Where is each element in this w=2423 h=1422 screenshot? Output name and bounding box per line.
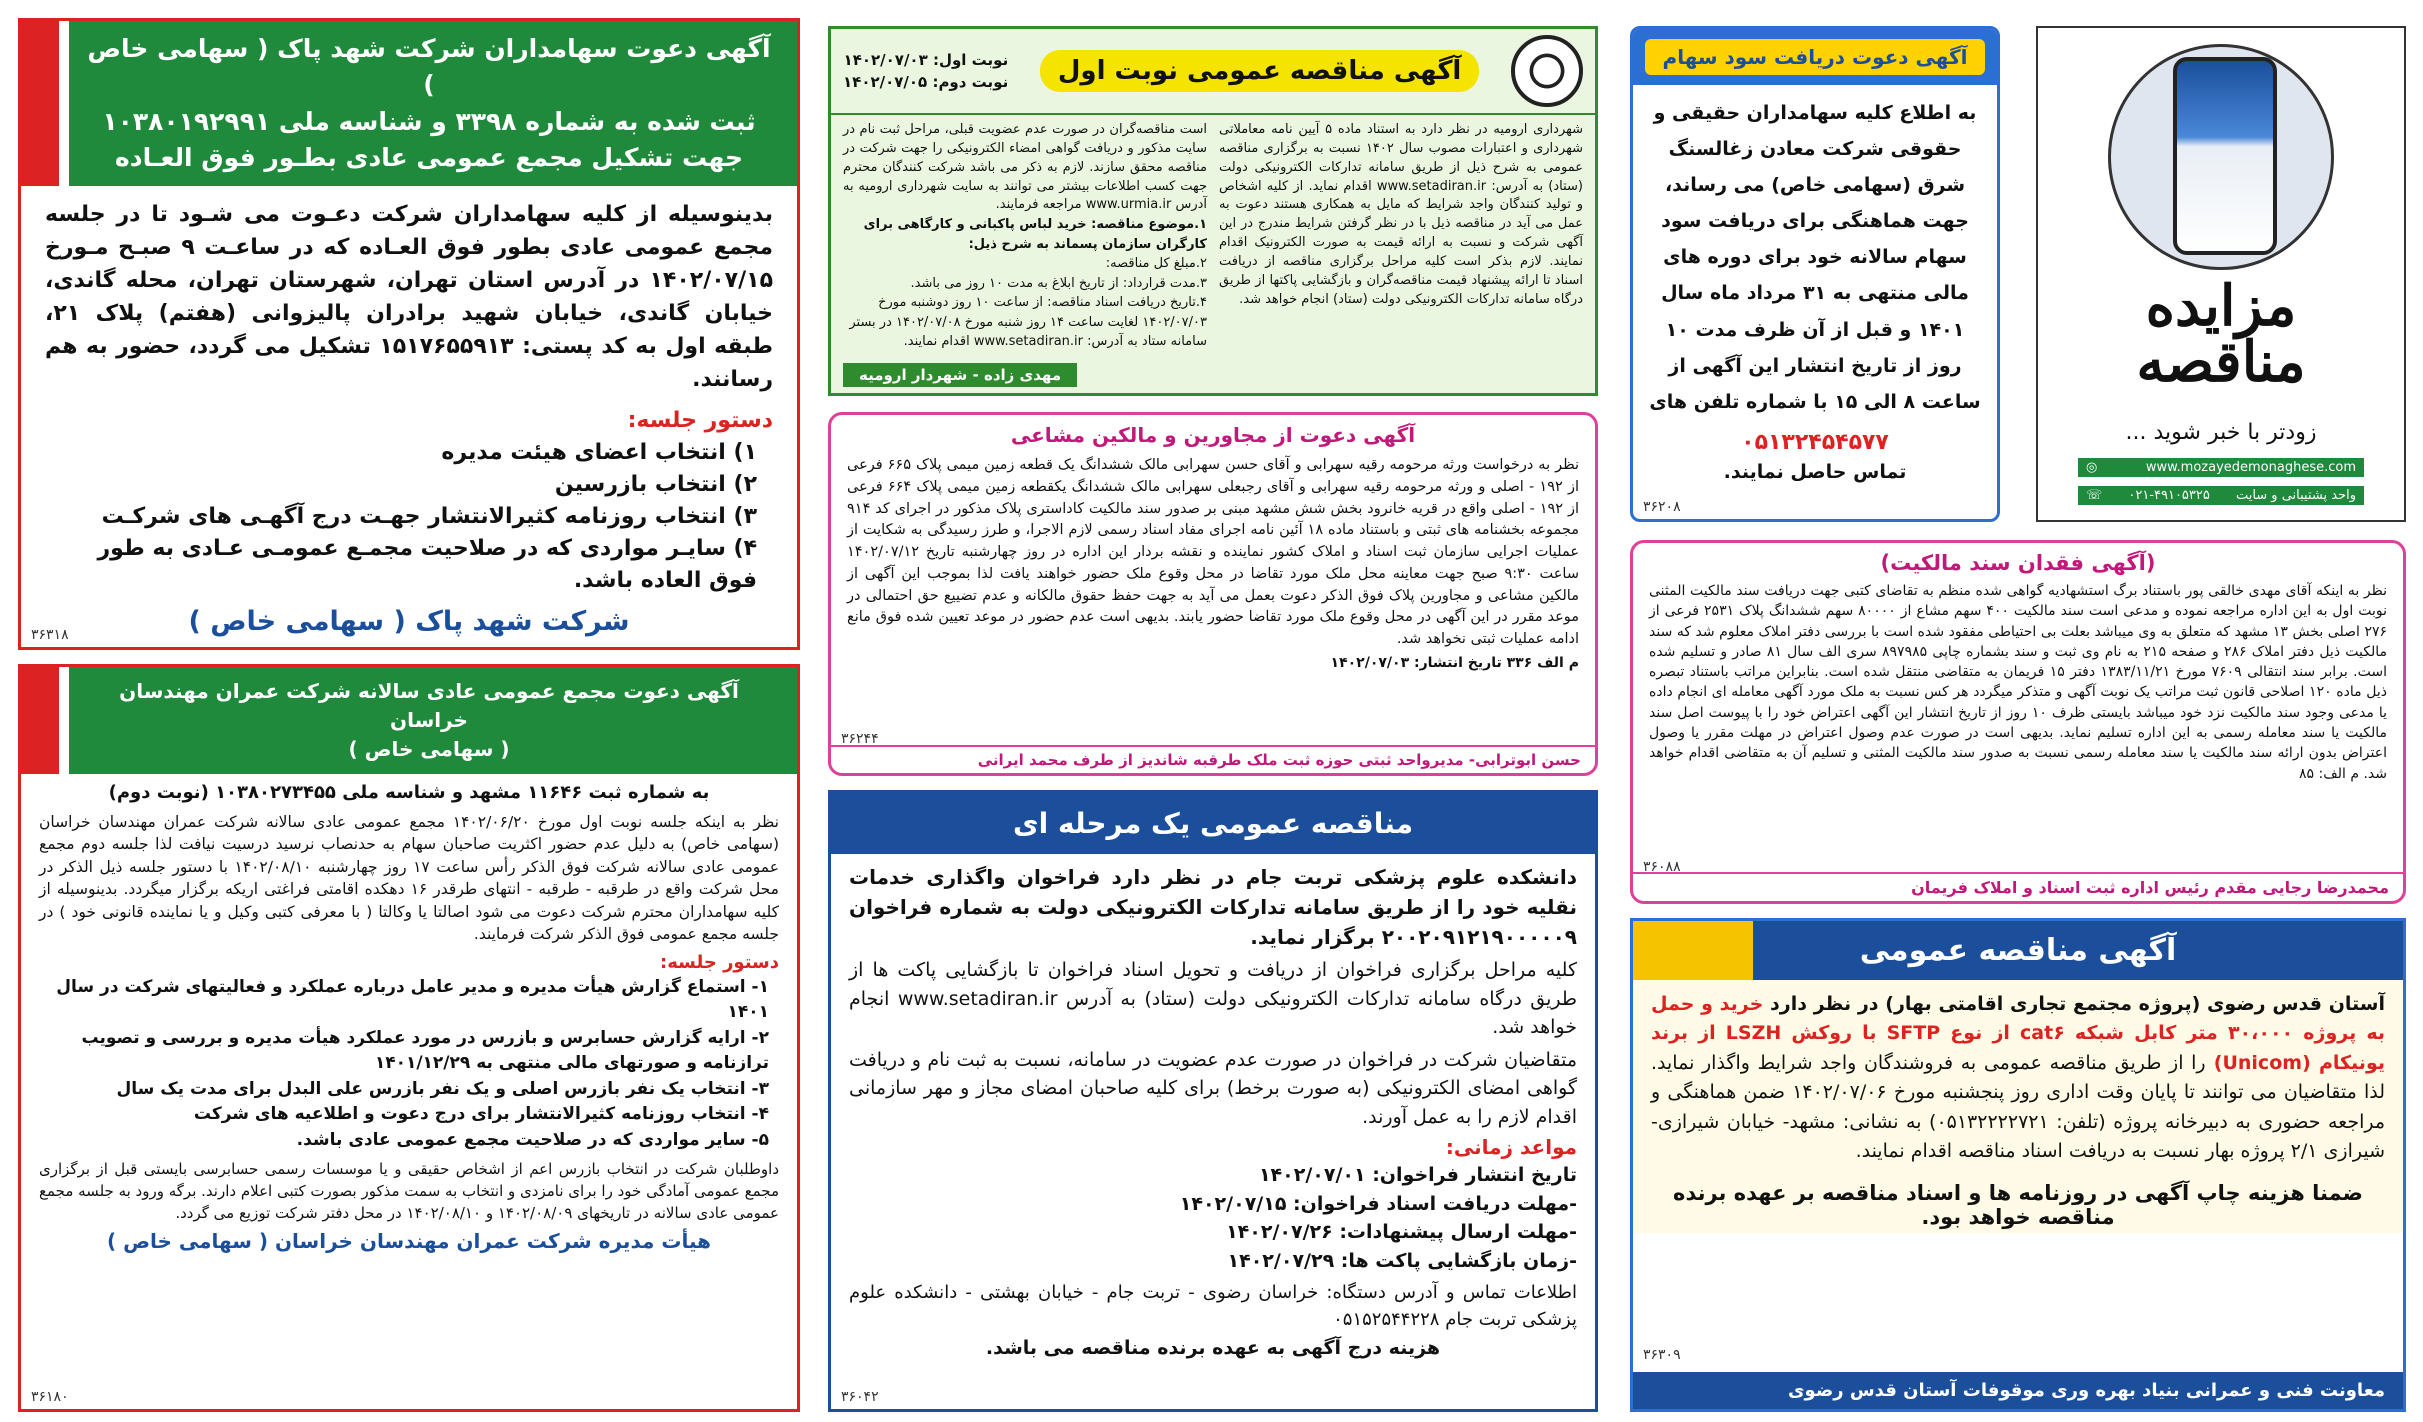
body-highlight: خرید و حمل به پروژه ۳۰،۰۰۰ متر کابل شبکه cat۶ از نوع SFTP با روکش LSZH از برند یونیکام (Unicom) <box>1651 993 2385 1074</box>
phone-screen <box>2173 57 2277 255</box>
ad-title-line: آگهی دعوت مجمع عمومی عادی سالانه شرکت عمران مهندسان خراسان <box>119 679 739 732</box>
ad-item: ۱.موضوع مناقصه: خرید لباس پاکبانی و کارگاهی برای کارگران سازمان پسماند به شرح ذیل: <box>863 217 1207 252</box>
ad-signature: شرکت شهد پاک ( سهامی خاص ) <box>188 606 630 638</box>
ad-item: ۴.تاریخ دریافت اسناد مناقصه: از ساعت ۱۰ روز دوشنبه مورخ ۱۴۰۲/۰۷/۰۳ لغایت ساعت ۱۴ روز شنبه مورخ ۱۴۰۲/۰۷/۰۸ در بستر سامانه ستاد به آدرس: www.setadiran.ir اقدام نمایند. <box>849 295 1207 350</box>
ad-header: مناقصه عمومی یک مرحله ای <box>831 793 1595 854</box>
globe-icon: ◎ <box>2086 460 2098 475</box>
ad-title-line: آگهی دعوت سهامداران شرکت شهد پاک ( سهامی خاص ) <box>87 34 771 100</box>
ad-header <box>21 21 797 186</box>
ad-promo <box>2036 26 2406 522</box>
ad-title: (آگهی فقدان سند مالکیت) <box>1880 551 2156 575</box>
ad-code: ۳۶۲۰۸ <box>1643 499 1681 515</box>
agenda-item: ۱- استماع گزارش هیأت مدیره و مدیر عامل درباره عملکرد و فعالیتهای شرکت در سال ۱۴۰۱ <box>56 976 769 1023</box>
ad-body-3: متقاضیان شرکت در فراخوان در صورت عدم عضویت در سامانه، نسبت به ثبت نام و دریافت گواهی امضای الکترونیکی (به صورت برخط) برای کلیه صاحبان امضای مجاز و مهر سازمانی اقدام لازم را به عمل آورند. <box>849 1048 1577 1128</box>
ad-astan-quds-tender <box>1630 918 2406 1412</box>
ad-phone: ۰۵۱۳۲۴۵۴۵۷۷ <box>1741 429 1889 455</box>
agenda-title: دستور جلسه: <box>627 408 773 433</box>
ad-items <box>843 215 1207 352</box>
ad-dates <box>843 49 1008 94</box>
brand-logo <box>2038 273 2404 395</box>
ad-body-right: شهرداری ارومیه در نظر دارد به استناد ماده ۵ آیین نامه معاملاتی شهرداری و اعتبارات مصوب سال ۱۴۰۲ نسبت به برگزاری مناقصه عمومی به شرح ذیل از طریق سامانه تدارکات الکترونیکی دولت (ستاد) به آدرس: www.setadiran.ir اقدام نماید. از کلیه اشخاص و تولید کنندگان واجد شرایط که مایل به همکاری هستند دعوت به عمل می آید در مناقصه ذیل با در نظر گرفتن شرایط مندرج در این آگهی شرکت و نسبت به ارائه قیمت به صورت الکترونیک اقدام نمایند. لازم بذکر است کلیه مراحل برگزاری مناقصه از دریافت اسناد تا ارائه پیشنهاد قیمت مناقصه‌گران و بازگشایی پاکتها از طریق درگاه سامانه تدارکات الکترونیکی دولت (ستاد) انجام خواهد شد. <box>1219 122 1584 307</box>
ad-body: بدینوسیله از کلیه سهامداران شرکت دعـوت می شـود تا در جلسه مجمع عمومی عادی بطور فوق العـاده که در ساعـت ۹ صبـح مـورخ ۱۴۰۲/۰۷/۱۵ در آدرس استان تهران، شهرستان تهران، محله گاندی، خیابان گاندی، خیابان شهید برادران پالیزوانی (هفتم) پلاک ۲۱، طبقه اول به کد پستی: ۱۵۱۷۶۵۵۹۱۳ تشکیل می گردد، حضور به هم رسانند. <box>45 202 773 392</box>
phone-icon: ☏ <box>2086 488 2103 503</box>
agenda-item: ۴) سایـر مواردی که در صلاحیت مجمـع عمومـی عـادی به طور فوق العاده باشد. <box>97 535 757 593</box>
site-url[interactable]: www.mozayedemonaghese.com <box>2145 460 2356 475</box>
ad-subtitle: به شماره ثبت ۱۱۶۴۶ مشهد و شناسه ملی ۱۰۳۸۰۲۷۳۴۵۵ (نوبت دوم) <box>108 782 710 803</box>
agenda-item: ۲- ارایه گزارش حسابرس و بازرس در مورد عملکرد هیأت مدیره و بررسی و تصویب ترازنامه و صورتهای مالی منتهی به ۱۴۰۱/۱۲/۲۹ <box>81 1027 769 1074</box>
ad-header <box>21 667 797 774</box>
ad-title: آگهی مناقصه عمومی <box>1859 933 2177 968</box>
ad-bold-note: ضمنا هزینه چاپ آگهی در روزنامه ها و اسناد مناقصه بر عهده برنده مناقصه خواهد بود. <box>1633 1177 2403 1233</box>
ad-title-line: ( سهامی خاص ) <box>348 737 510 761</box>
ad-title: آگهی دعوت دریافت سود سهام <box>1645 39 1986 75</box>
site-bar <box>2078 458 2364 477</box>
agenda-item: ۴- انتخاب روزنامه کثیرالانتشار برای درج دعوت و اطلاعیه های شرکت <box>193 1104 769 1125</box>
ad-header <box>1633 921 2403 980</box>
ad-code: ۳۶۲۴۴ <box>841 731 879 747</box>
ad-signature: محمدرضا رجایی مقدم رئیس اداره ثبت اسناد و املاک فریمان <box>1633 872 2403 901</box>
ad-title-line: جهت تشکیل مجمع عمومی عادی بطـور فوق العـاده <box>115 142 743 172</box>
ad-note: داوطلبان شرکت در انتخاب بازرس اعم از اشخاص حقیقی و یا موسسات رسمی حسابرسی بایستی قبل از برگزاری مجمع عمومی آمادگی خود را برای نامزدی و انتخاب به سمت مذکور بصورت کتبی اعلام دارند. برگه ورود به جلسه مجمع عمومی عادی سالانه در تاریخهای ۱۴۰۲/۰۸/۰۹ و ۱۴۰۲/۰۸/۱۰ در محل دفتر شرکت توزیع می گردد. <box>39 1160 779 1222</box>
agenda-item: ۳- انتخاب یک نفر بازرس اصلی و یک نفر بازرس علی البدل برای مدت یک سال <box>116 1078 769 1099</box>
ad-code: ۳۶۰۸۸ <box>1643 859 1681 875</box>
ad-end: تماس حاصل نمایند. <box>1723 460 1907 483</box>
ad-neighbors-invitation <box>828 412 1598 776</box>
ad-dividend <box>1630 26 2000 522</box>
ad-title: آگهی مناقصه عمومی نوبت اول <box>1040 50 1479 92</box>
ad-shahd-pak <box>18 18 800 650</box>
phone-number: ۰۲۱-۴۹۱۰۵۳۲۵ <box>2128 488 2210 503</box>
logo-icon <box>1511 35 1583 107</box>
phone-label: واحد پشتیبانی و سایت <box>2235 488 2356 503</box>
ad-body-left-col <box>843 121 1207 352</box>
agenda-title: دستور جلسه: <box>660 951 779 973</box>
ad-code: ۳۶۳۰۹ <box>1643 1347 1681 1363</box>
ad-code: ۳۶۱۸۰ <box>31 1389 69 1405</box>
ad-title: آگهی دعوت از مجاورین و مالکین مشاعی <box>1010 423 1416 447</box>
ad-body-1: دانشکده علوم پزشکی تربت جام در نظر دارد فراخوان واگذاری خدمات نقلیه خود را از طریق سامانه تدارکات الکترونیکی دولت به شماره فراخوان ۲۰۰۲۰۹۱۲۱۹۰۰۰۰۰۹ برگزار نماید. <box>849 865 1577 949</box>
schedule-item: -زمان بازگشایی پاکت ها: ۱۴۰۲/۰۷/۲۹ <box>1227 1249 1577 1272</box>
header-stripe <box>1633 921 1753 980</box>
agenda-item: ۱) انتخاب اعضای هیئت مدیره <box>441 440 757 465</box>
ad-signature: مهدی زاده - شهردار ارومیه <box>843 363 1077 387</box>
schedule-item: -مهلت ارسال پیشنهادات: ۱۴۰۲/۰۷/۲۶ <box>1226 1221 1577 1243</box>
body-part-2: را از طریق مناقصه عمومی به فروشندگان واجد شرایط واگذار نماید. لذا متقاضیان می توانند تا پایان وقت اداری روز پنجشنبه مورخ ۱۴۰۲/۰۷/۰۶ ضمن هماهنگی و مراجعه حضوری به دبیرخانه پروژه (تلفن: ۰۵۱۳۲۲۲۲۷۲۱) به نشانی: مشهد- خیابان شیرازی- شیرازی ۲/۱ پروژه بهار نسبت به دریافت اسناد مناقصه اقدام نمایند. <box>1651 1051 2386 1163</box>
ad-title-line: ثبت شده به شماره ۳۳۹۸ و شناسه ملی ۱۰۳۸۰۱۹۲۹۹۱ <box>102 106 756 136</box>
ad-footer: معاونت فنی و عمرانی بنیاد بهره وری موقوفات آستان قدس رضوی <box>1633 1372 2403 1409</box>
schedule-list <box>831 1161 1595 1275</box>
logo-top: مزایده <box>2145 273 2297 339</box>
ad-lost-deed <box>1630 540 2406 904</box>
phone-icon <box>2108 44 2334 270</box>
ad-omran-khorasan <box>18 664 800 1412</box>
ad-date: م الف ۳۳۶ تاریخ انتشار: ۱۴۰۲/۰۷/۰۳ <box>1330 654 1579 671</box>
schedule-item: تاریخ انتشار فراخوان: ۱۴۰۲/۰۷/۰۱ <box>1258 1164 1577 1186</box>
agenda-list <box>21 973 797 1156</box>
agenda-item: ۳) انتخاب روزنامه کثیرالانتشار جهـت درج آگهـی های شرکـت <box>101 503 757 529</box>
ad-body: به اطلاع کلیه سهامداران حقیقی و حقوقی شرکت معادن زغالسنگ شرق (سهامی خاص) می رساند، جهت هماهنگی برای دریافت سود سهام سالانه خود برای دوره های مالی منتهی به ۳۱ مرداد ماه سال ۱۴۰۱ و قبل از آن ظرف مدت ۱۰ روز از تاریخ انتشار این آگهی از ساعت ۸ الی ۱۵ با شماره تلفن های <box>1649 102 1981 413</box>
ad-body-left: است مناقصه‌گران در صورت عدم عضویت قبلی، مراحل ثبت نام در سایت مذکور و دریافت گواهی امضاء الکترونیکی را جهت شرکت در مناقصه محقق سازند. لازم به ذکر می باشد شرکت کنندگان محترم جهت کسب اطلاعات بیشتر می توانند به سایت شهرداری ارومیه به آدرس www.urmia.ir مراجعه فرمایند. <box>843 122 1207 213</box>
agenda-list <box>21 433 797 600</box>
ad-code: ۳۶۰۴۲ <box>841 1389 879 1405</box>
agenda-item: ۵- سایر مواردی که در صلاحیت مجمع عمومی عادی باشد. <box>296 1129 769 1150</box>
logo-bottom: مناقصه <box>2136 329 2306 395</box>
ad-header <box>831 29 1595 115</box>
date-first: نوبت اول: ۱۴۰۲/۰۷/۰۳ <box>843 50 1009 69</box>
ad-signature: حسن ابوترابی- مدیرواحد ثبتی حوزه ثبت ملک طرقبه شاندیز از طرف محمد ایرانی <box>831 745 1595 773</box>
ad-footer: هزینه درج آگهی به عهده برنده مناقصه می باشد. <box>985 1337 1441 1359</box>
ad-columns <box>831 115 1595 358</box>
ad-body: نظر به درخواست ورثه مرحومه رقیه سهرابی و آقای حسن سهرابی مالک ششدانگ یک قطعه زمین میمی پلاک ۶۶۵ فرعی از ۱۹۲ - اصلی و ورثه مرحومه رقیه سهرابی و آقای رجبعلی سهرابی مالک ششدانگ یکقطعه زمین میمی پلاک ۶۶۴ فرعی از ۱۹۲ - اصلی واقع در قریه خانرود بخش شش مشهد مبنی بر صدور سند مالکیت کاداستری پلاک مذکور در اجرای کد ۹۱۴ مجموعه بخشنامه های ثبتی و باستناد ماده ۱۸ آئین نامه اجرای مفاد اسناد رسمی لازم الاجرا، و طرز رسیدگی به شکایت از عملیات اجرایی سازمان ثبت اسناد و املاک کشور نماینده و نقشه بردار این اداره در روز چهارشنبه تاریخ ۱۴۰۲/۰۷/۱۲ ساعت ۹:۳۰ صبح جهت معاینه محل ملک مورد تقاضا در محل وقوع ملک حضور خواهند یافت لذا بموجب این آگهی از مالکین مشاعی و مجاورین پلاک فوق الذکر دعوت بعمل می آید به جهت حفظ حقوق مالکانه و عدم تضییع حق احتمالی در موعد مقرر در این آگهی در محل وقوع ملک مورد تقاضا حضور یابند. بدیهی است عدم حضور در موعد تعیین شده فوق مانع ادامه عملیات ثبتی نخواهد شد. <box>847 457 1580 647</box>
ad-torbat-jam-tender <box>828 790 1598 1412</box>
schedule-title: مواعد زمانی: <box>1445 1135 1577 1159</box>
ad-contact: اطلاعات تماس و آدرس دستگاه: خراسان رضوی - تربت جام - خیابان بهشتی - دانشکده علوم پزشکی تربت جام ۰۵۱۵۲۵۴۴۲۲۸ <box>849 1282 1577 1330</box>
ad-header <box>1633 29 1997 85</box>
ad-item: ۳.مدت قرارداد: از تاریخ ابلاغ به مدت ۱۰ روز می باشد. <box>910 275 1207 291</box>
schedule-item: -مهلت دریافت اسناد فراخوان: ۱۴۰۲/۰۷/۱۵ <box>1179 1192 1577 1215</box>
date-second: نوبت دوم: ۱۴۰۲/۰۷/۰۵ <box>843 73 1009 91</box>
ad-urmia-tender <box>828 26 1598 396</box>
ad-body-2: کلیه مراحل برگزاری فراخوان از دریافت و تحویل اسناد فراخوان تا بازگشایی پاکت ها از طریق درگاه سامانه تدارکات الکترونیکی دولت (ستاد) به آدرس www.setadiran.ir انجام خواهد شد. <box>849 959 1577 1038</box>
agenda-item: ۲) انتخاب بازرسین <box>554 471 757 497</box>
ad-body: نظر به اینکه آقای مهدی خالقی پور باستناد برگ استشهادیه گواهی شده منظم به تقاضای کتبی جهت دریافت سند مالکیت المثنی نوبت اول به این اداره مراجعه نموده و مدعی است سند مالکیت ۴۰۰ سهم مشاع از ۸۰۰۰۰ سهم ششدانگ پلاک ۲۵۳۱ فرعی از ۲۷۶ اصلی بخش ۱۳ مشهد که متعلق به وی میباشد بعلت بی احتیاطی مفقود شده است با بررسی دفتر املاک معلوم شد که سند مالکیت ذیل دفتر املاک ۲۸۶ و صفحه ۲۱۵ به نام وی ثبت و سند بشماره چاپی ۸۹۷۹۸۵ سری الف سال ۸۱ صادر و تسلیم شده است. برابر سند انتقالی ۷۶۰۹ مورخ ۱۳۸۳/۱۱/۲۱ دفتر ۱۵ فریمان به متقاضی منتقل شده است. بنابراین مراتب باستناد تبصره ذیل ماده ۱۲۰ اصلاحی قانون ثبت مراتب یک نوبت آگهی و متذکر میگردد هر کس نسبت به ملک مورد آگهی معامله ای انجام داده یا مدعی وجود سند مالکیت نزد خود میباشد بایستی ظرف ۱۰ روز از تاریخ انتشار این آگهی اعتراض خود را با پیوست اصل سند مالکیت یا سند معامله رسمی به این اداره تسلیم نماید. بدیهی است در صورت عدم وصول اعتراض در مهلت مقرر یا وصول اعتراض بدون ارائه سند مالکیت یا سند معامله رسمی نسبت به صدور سند مالکیت المثنی و تسلیم آن به متقاضی اقدام خواهد شد. م الف: ۸۵ <box>1649 583 2388 782</box>
ad-code: ۳۶۳۱۸ <box>31 627 69 643</box>
phone-bar <box>2078 486 2364 505</box>
tagline: زودتر با خبر شوید ... <box>2125 420 2317 445</box>
body-part-1: آستان قدس رضوی (پروژه مجتمع تجاری اقامتی بهار) در نظر دارد <box>1770 993 2386 1015</box>
ad-body <box>1633 980 2403 1177</box>
ad-body: نظر به اینکه جلسه نوبت اول مورخ ۱۴۰۲/۰۶/۲۰ مجمع عمومی عادی سالانه شرکت عمران مهندسان خراسان (سهامی خاص) به دلیل عدم حضور اکثریت صاحبان سهام به حدنصاب نرسید درسیت نیافت لذا جلسه دوم مجمع عمومی عادی سالانه شرکت فوق الذکر رأس ساعت ۱۷ روز چهارشنبه ۱۴۰۲/۰۸/۱۰ با دستور جلسه ذیل الذکر در محل شرکت واقع در طرقبه - طرقبه - انتهای طرقدر ۱۶ دهکده اقامتی فراغتی اریکه برگزار میگردد. بدینوسیله از کلیه سهامداران محترم شرکت دعوت می شود اصالتا یا وکالتا ( با معرفی کتبی وکیل و یا نماینده قانونی خود ) در جلسه مجمع عمومی فوق الذکر شرکت فرمایند. <box>39 813 779 944</box>
ad-signature: هیأت مدیره شرکت عمران مهندسان خراسان ( سهامی خاص ) <box>107 1228 711 1253</box>
ad-item: ۲.مبلغ کل مناقصه: <box>1105 256 1207 272</box>
